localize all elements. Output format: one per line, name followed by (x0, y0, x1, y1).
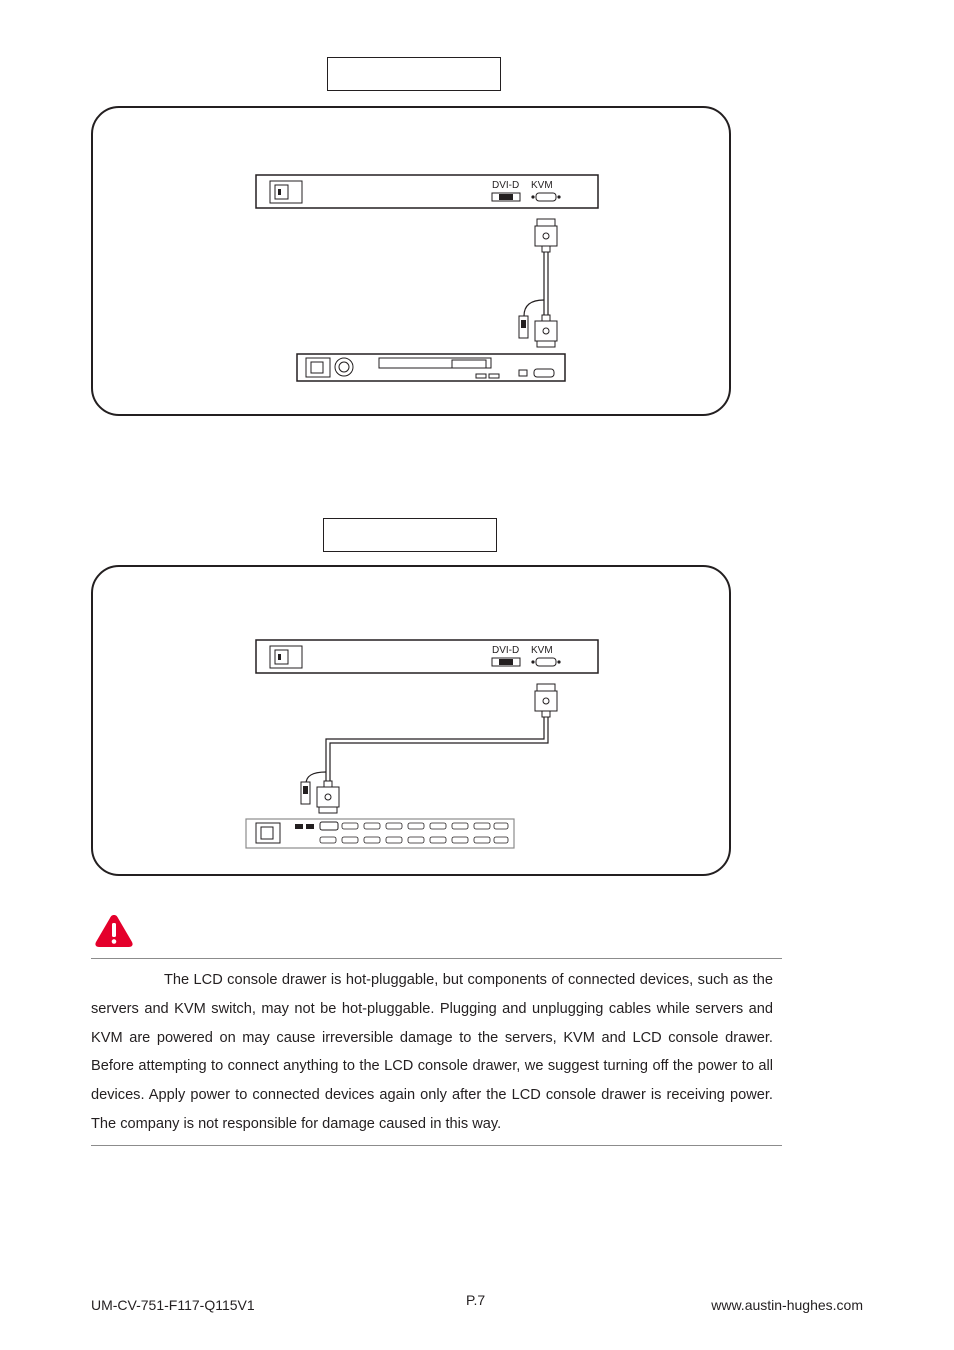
vga-connector-top-2 (535, 684, 557, 717)
warning-triangle-icon (94, 913, 134, 949)
vga-connector-bottom-2 (317, 781, 339, 813)
footer-website: www.austin-hughes.com (711, 1297, 863, 1313)
usb-connector-1 (519, 316, 528, 338)
server-rear-panel (297, 354, 565, 381)
warning-paragraph: The LCD console drawer is hot-pluggable, but components of connected devices, such as the servers and KVM switch, may not be hot-pluggable. Plugging and unplugging cables while servers and KVM are powered on may cause irreversible damage to the servers, KVM and LCD console drawer. Before attempting to connect anything to the LCD console drawer, we suggest turning off the power to all devices. Apply power to connected devices again only after the LCD console drawer is receiving power. The company is not responsible for damage caused in this way. (91, 972, 773, 1132)
footer-page-number: P.7 (466, 1292, 486, 1308)
warning-top-rule (91, 958, 782, 959)
vga-connector-bottom-1 (535, 315, 557, 347)
vga-connector-top-1 (535, 219, 557, 252)
dvi-port-label-1: DVI-D (492, 180, 520, 191)
footer-doc-code: UM-CV-751-F117-Q115V1 (91, 1297, 255, 1313)
warning-bottom-rule (91, 1145, 782, 1146)
kvm-port-label-2: KVM (531, 645, 553, 656)
dvi-port-label-2: DVI-D (492, 645, 520, 656)
usb-connector-2 (301, 782, 310, 804)
kvm-switch-rear-panel (246, 819, 514, 848)
kvm-port-label-1: KVM (531, 180, 553, 191)
